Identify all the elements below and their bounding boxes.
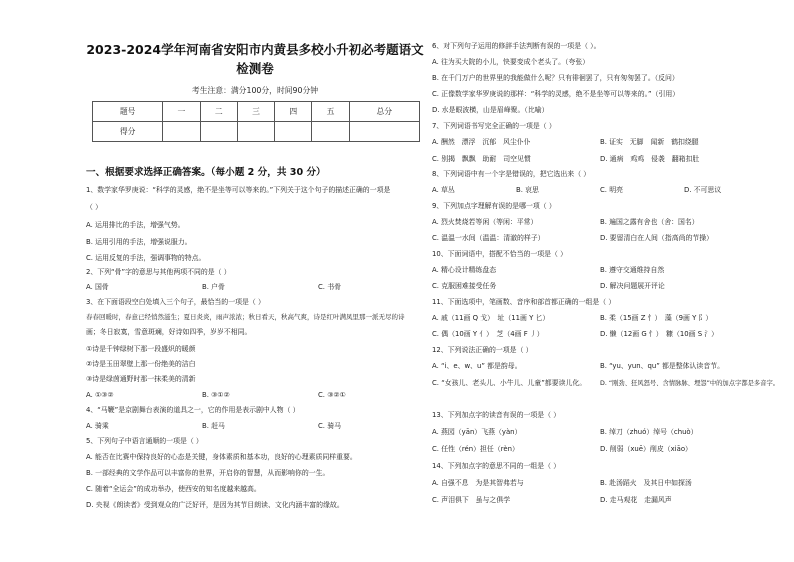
q12-option-a: A. “i、e、w、u” 都是韵母。 [432,362,522,370]
q4-stem: 4、“马鞭”是京剧舞台表演的道具之一，它的作用是表示剧中人物（ ） [86,406,300,414]
q2-option-c: C. 书骨 [318,283,341,291]
q11-option-a: A. 戚（11画 Q 戈） 址（11画 Y 匕） [432,314,550,322]
score-table-score-row [93,122,420,142]
q10-option-b: B. 遵守交通维持自然 [600,266,665,274]
q8-option-c: C. 明亮 [600,186,623,194]
score-cell [200,122,237,142]
q7-stem: 7、下列词语书写完全正确的一项是（ ） [432,122,556,130]
q12-option-d: D. “刚劲、狂风怒号、含情脉脉、埋怨”中的加点字都是多音字。 [600,380,780,387]
q14-option-a: A. 自强不息 为是其智弗若与 [432,479,524,487]
q5-option-a: A. 能否在比赛中保持良好的心态是关键，身体素质和基本功，良好的心理素质同样重要。 [86,453,357,461]
score-table [92,101,420,142]
q7-option-d: D. 通病 鸡鸡 侵袭 翻箱扣肚 [600,155,700,163]
score-header-cell: 四 [275,102,312,122]
q3-option-c: C. ③②① [318,391,346,399]
q2-stem: 2、下列“骨”字的意思与其他两项不同的是（ ） [86,268,231,276]
q1-option-a: A. 运用排比的手法，增强气势。 [86,221,185,229]
q4-option-a: A. 骑乘 [86,422,109,430]
q1-option-c: C. 运用反复的手法，强调事物的特点。 [86,254,206,262]
q13-option-b: B. 绰刀（zhuó）绰号（chuò） [600,428,698,436]
score-header-cell: 总分 [349,102,419,122]
q3-item-2: ②诗是玉田翠壁上那一份绝美的洁白 [86,360,196,368]
q9-option-b: B. 遍国之露有舍也（舍：国名） [600,218,699,226]
q7-option-c: C. 别揭 飘飘 助耐 司空见惯 [432,155,531,163]
q13-stem: 13、下列加点字的读音有误的一项是（ ） [432,411,561,419]
q4-option-c: C. 骑马 [318,422,341,430]
q13-option-c: C. 任性（rén）担任（rèn） [432,445,519,453]
score-row-label: 得分 [93,122,163,142]
q3-item-3: ③诗是绿茵通野时那一抹柔美的清新 [86,375,196,383]
q6-stem: 6、对下列句子运用的修辞手法判断有误的一项是（ ）。 [432,42,601,50]
q5-option-c: C. 随着“全运会”的成功举办，使西安的知名度越来越高。 [86,485,261,493]
q14-option-c: C. 声泪俱下 虽与之俱学 [432,496,511,504]
score-cell [237,122,274,142]
q6-option-d: D. 水是眼波横，山是眉峰聚。（比喻） [432,106,549,114]
q8-option-d: D. 不可思议 [684,186,722,194]
q9-option-d: D. 要留清白在人间（指高尚的节操） [600,234,714,242]
score-table-header-row [93,102,420,122]
q9-stem: 9、下列加点字理解有误的是哪一项（ ） [432,202,556,210]
q3-option-b: B. ③①② [202,391,230,399]
q6-option-a: A. 往为买大院的小儿，快要变成个老头了。（夸张） [432,58,590,66]
doc-title-line1: 2023-2024学年河南省安阳市内黄县多校小升初必考题语文 [86,42,424,57]
q1-stem: 1、数学家华罗庚说：“科学的灵感，绝不是坐等可以等来的。”下列关于这个句子的描述正确的一项是 [86,186,391,194]
score-header-cell: 题号 [93,102,163,122]
score-header-cell: 五 [312,102,349,122]
q12-stem: 12、下列说法正确的一项是（ ） [432,346,533,354]
q4-option-b: B. 赶马 [202,422,225,430]
q14-option-d: D. 走马观花 走漏风声 [600,496,672,504]
q6-option-c: C. 正像数学家华罗庚说的那样：“科学的灵感，绝不是坐等可以等来的。”（引用） [432,90,680,98]
q13-option-d: D. 削弱（xuē）削皮（xiāo） [600,445,692,453]
q10-option-a: A. 精心设计精练盘态 [432,266,497,274]
q12-option-b: B. “yu、yun、qu” 都是整体认读音节。 [600,362,724,370]
section1-title: 一、根据要求选择正确答案。（每小题 2 分，共 30 分） [86,167,326,178]
score-cell [275,122,312,142]
exam-note: 考生注意：满分100分，时间90分钟 [191,86,319,95]
score-cell [312,122,349,142]
q5-stem: 5、下列句子中语言通顺的一项是（ ） [86,437,203,445]
q11-option-b: B. 柔（15画 Z 忄） 藻（9画 Y 阝） [600,314,713,322]
q10-option-d: D. 解决问题展开评论 [600,282,665,290]
q9-option-c: C. 温温一水间（温温：清澈的样子） [432,234,545,242]
q3-item-1: ①诗是千钟绿树下那一段盛炽的暖颜 [86,345,196,353]
q7-option-b: B. 证实 无脚 闻新 鹤扣绕腿 [600,138,699,146]
q8-option-a: A. 草丛 [432,186,455,194]
q2-option-a: A. 国骨 [86,283,109,291]
q5-option-b: B. 一部经典的文学作品可以丰富你的世界，开启你的智慧，从而影响你的一生。 [86,469,330,477]
q14-stem: 14、下列加点字的意思不同的一组是（ ） [432,462,561,470]
score-cell [349,122,419,142]
q1-option-b: B. 运用引用的手法，增强说服力。 [86,238,192,246]
q11-option-c: C. 偶（10画 Y 亻） 芝（4画 F 丿） [432,330,544,338]
q3-paragraph-line2: 画；冬日寂寞，雪意斑斓，好诗如四季，岁岁不相同。 [86,328,252,336]
q13-option-a: A. 燕园（yān）飞燕（yàn） [432,428,522,436]
q8-stem: 8、下列词语中有一个字是错误的，把它选出来（ ） [432,170,591,178]
q5-option-d: D. 央视《朗读者》受到观众的广泛好评，是因为其节目朗读、文化内涵丰富的缘故。 [86,501,344,509]
q3-paragraph-line1: 春春回暖时，春意已经悄然滋生；夏日炎炎，雨声浓浓；秋日看天，秋高气爽，诗是红叶满凤里那一派无尽的诗 [86,313,405,321]
score-cell [163,122,200,142]
q2-option-b: B. 户骨 [202,283,225,291]
q11-stem: 11、下面选项中，笔画数、音序和部首都正确的一组是（ ） [432,298,616,306]
q14-option-b: B. 赴汤蹈火 及其日中如探汤 [600,479,692,487]
q10-stem: 10、下面词语中，搭配不恰当的一项是（ ） [432,250,567,258]
q7-option-a: A. 酬然 漂浮 沉郁 风尘仆仆 [432,138,531,146]
score-header-cell: 一 [163,102,200,122]
doc-title-line2: 检测卷 [236,61,274,76]
q8-option-b: B. 哀思 [516,186,539,194]
q6-option-b: B. 在千门万户的世界里的我能做什么呢？只有徘徊罢了，只有匆匆罢了。（反问） [432,74,679,82]
q3-stem: 3、在下面语段空白处填入三个句子，最恰当的一项是（ ） [86,298,265,306]
q1-stem-paren: （ ） [86,203,102,211]
q10-option-c: C. 克服困难接受任务 [432,282,497,290]
q3-option-a: A. ①③② [86,391,114,399]
q11-option-d: D. 懒（12画 G 忄） 糠（10画 S 氵） [600,330,719,338]
q12-option-c: C. “女孩儿、老头儿、小牛儿、儿童”都要读儿化。 [432,379,587,387]
score-header-cell: 二 [200,102,237,122]
score-header-cell: 三 [237,102,274,122]
q9-option-a: A. 烈火焚烧若等闲（等闲：平常） [432,218,538,226]
